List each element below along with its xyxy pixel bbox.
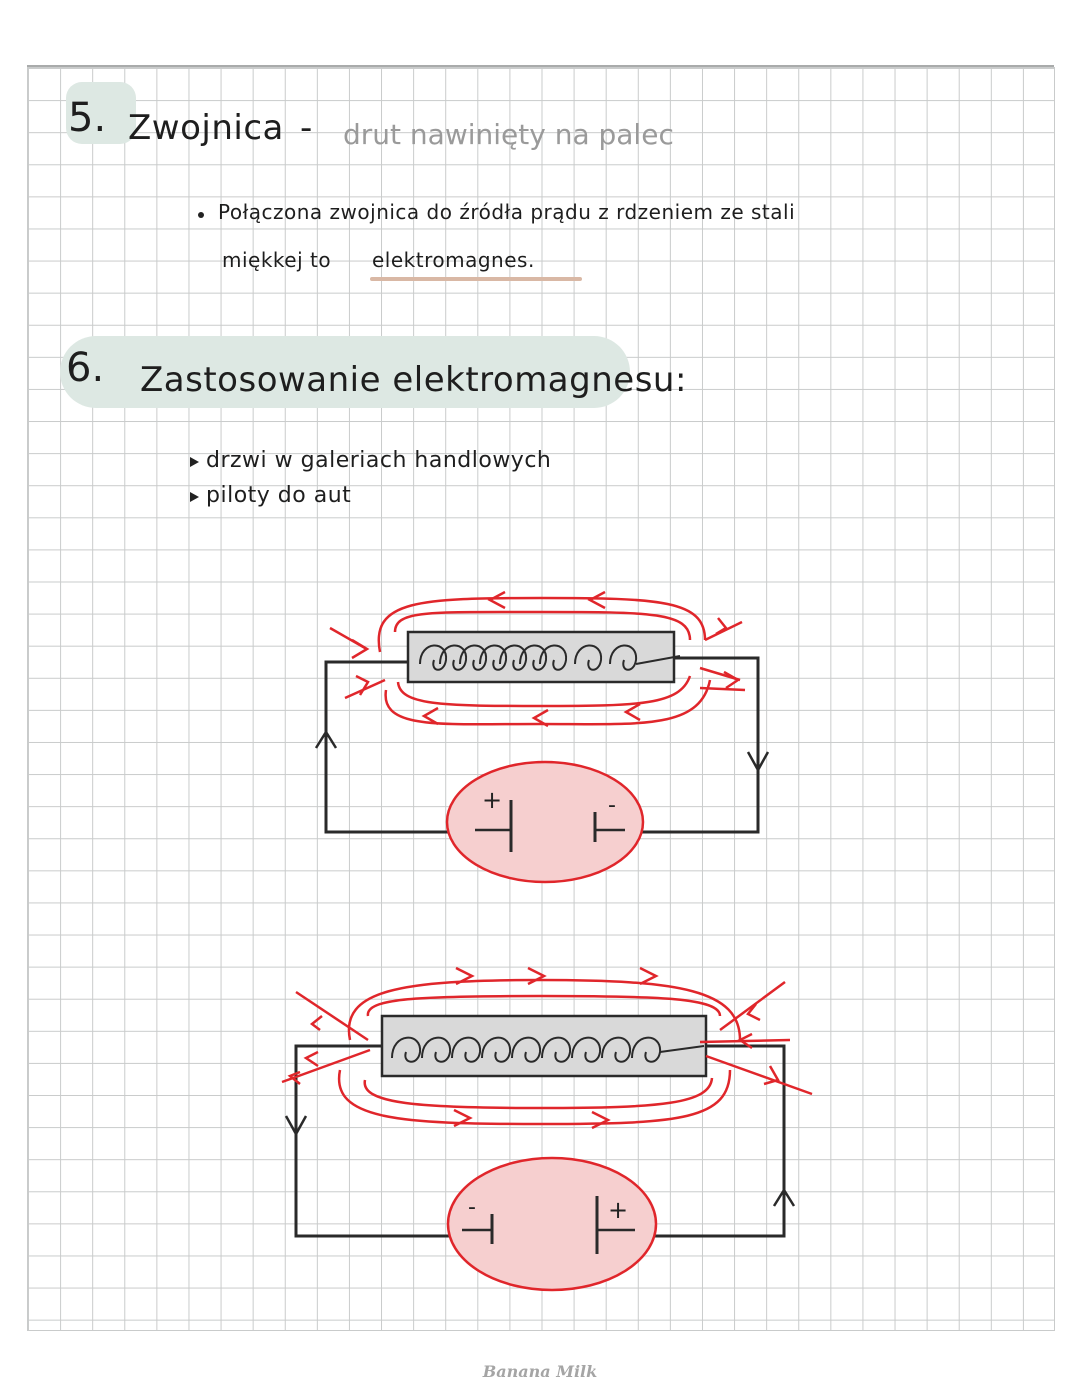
battery-plus-sign: + — [608, 1196, 629, 1224]
circuit-2 — [282, 968, 812, 1290]
section5-number: 5. — [68, 95, 107, 141]
section6-item: drzwi w galeriach handlowych — [206, 448, 552, 473]
section6-item: piloty do aut — [206, 483, 352, 508]
section6-title: Zastosowanie elektromagnesu: — [140, 360, 687, 400]
section5-definition: drut nawinięty na palec — [343, 118, 674, 151]
footer-watermark: Banana Milk — [482, 1362, 598, 1381]
section6-number: 6. — [66, 345, 105, 391]
battery-highlight — [448, 1158, 656, 1290]
section5-bullet-line1: Połączona zwojnica do źródła prądu z rdzeniem ze stali — [218, 200, 796, 224]
section5-dash: - — [300, 108, 313, 148]
battery-minus-sign: - — [468, 1195, 476, 1220]
circuit-1 — [316, 592, 768, 882]
battery-plus-sign: + — [482, 786, 503, 814]
section5-title: Zwojnica — [128, 108, 284, 148]
section5-bullet-line2b: elektromagnes. — [372, 248, 535, 272]
section5-bullet-line2a: miękkej to — [222, 248, 332, 272]
battery-minus-sign: - — [608, 793, 616, 818]
battery-highlight — [447, 762, 643, 882]
